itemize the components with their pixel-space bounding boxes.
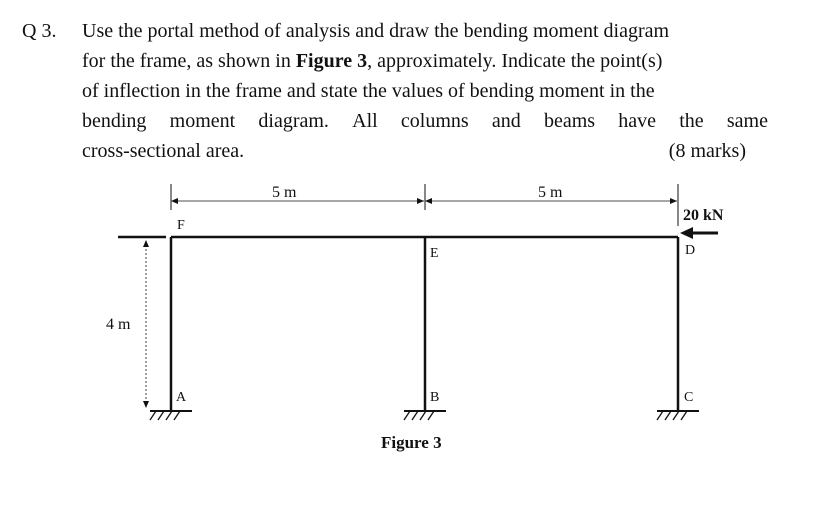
line-4-word: bending [82, 110, 147, 132]
joint-label-b: B [430, 390, 440, 405]
load-arrow [680, 207, 724, 239]
line-4-word: All [352, 110, 378, 132]
joint-label-e: E [430, 246, 439, 261]
support-hatch [412, 411, 418, 420]
support-hatch [158, 411, 164, 420]
load-label: 20 kN [683, 207, 724, 224]
line-4-word: the [679, 110, 704, 132]
support-hatch [404, 411, 410, 420]
figure-caption: Figure 3 [381, 433, 442, 452]
line-4-word: moment [169, 110, 236, 132]
height-label: 4 m [106, 316, 131, 333]
support-hatch [150, 411, 156, 420]
question-line-5-text: cross-sectional area. [82, 140, 245, 162]
support-hatch [665, 411, 671, 420]
span-left-label: 5 m [272, 184, 297, 201]
joint-labels [176, 218, 695, 405]
line-4-word: columns [400, 110, 469, 132]
line-4-word: beams [543, 110, 596, 132]
joint-label-c: C [684, 390, 694, 405]
marks-label: (8 marks) [668, 140, 746, 162]
support-hatch [420, 411, 426, 420]
line-4-word: and [491, 110, 521, 132]
question-line-2-start: for the frame, as shown in [82, 50, 296, 72]
question-line-1: Use the portal method of analysis and draw the bending moment diagram [82, 20, 670, 42]
support-hatch [673, 411, 679, 420]
support-hatch [657, 411, 663, 420]
joint-label-d: D [685, 243, 696, 258]
question-number: Q 3. [22, 20, 57, 42]
load-arrow-head [680, 227, 693, 239]
support-hatch [174, 411, 180, 420]
span-dimension [171, 184, 678, 226]
question-line-2-end: , approximately. Indicate the point(s) [367, 50, 663, 72]
support-c [657, 411, 699, 420]
span-right-label: 5 m [538, 184, 563, 201]
height-dimension [106, 237, 166, 408]
joint-label-a: A [176, 390, 187, 405]
joint-label-f: F [177, 218, 185, 233]
question-line-3: of inflection in the frame and state the values of bending moment in the [82, 80, 655, 102]
frame-members [171, 237, 678, 410]
line-4-word: diagram. [258, 110, 329, 132]
support-hatch [428, 411, 434, 420]
support-hatch [681, 411, 687, 420]
support-b [404, 411, 446, 420]
support-hatch [166, 411, 172, 420]
support-a [150, 411, 192, 420]
line-4-word: have [618, 110, 657, 132]
figure-reference: Figure 3 [295, 50, 368, 72]
line-4-word: same [726, 110, 768, 132]
